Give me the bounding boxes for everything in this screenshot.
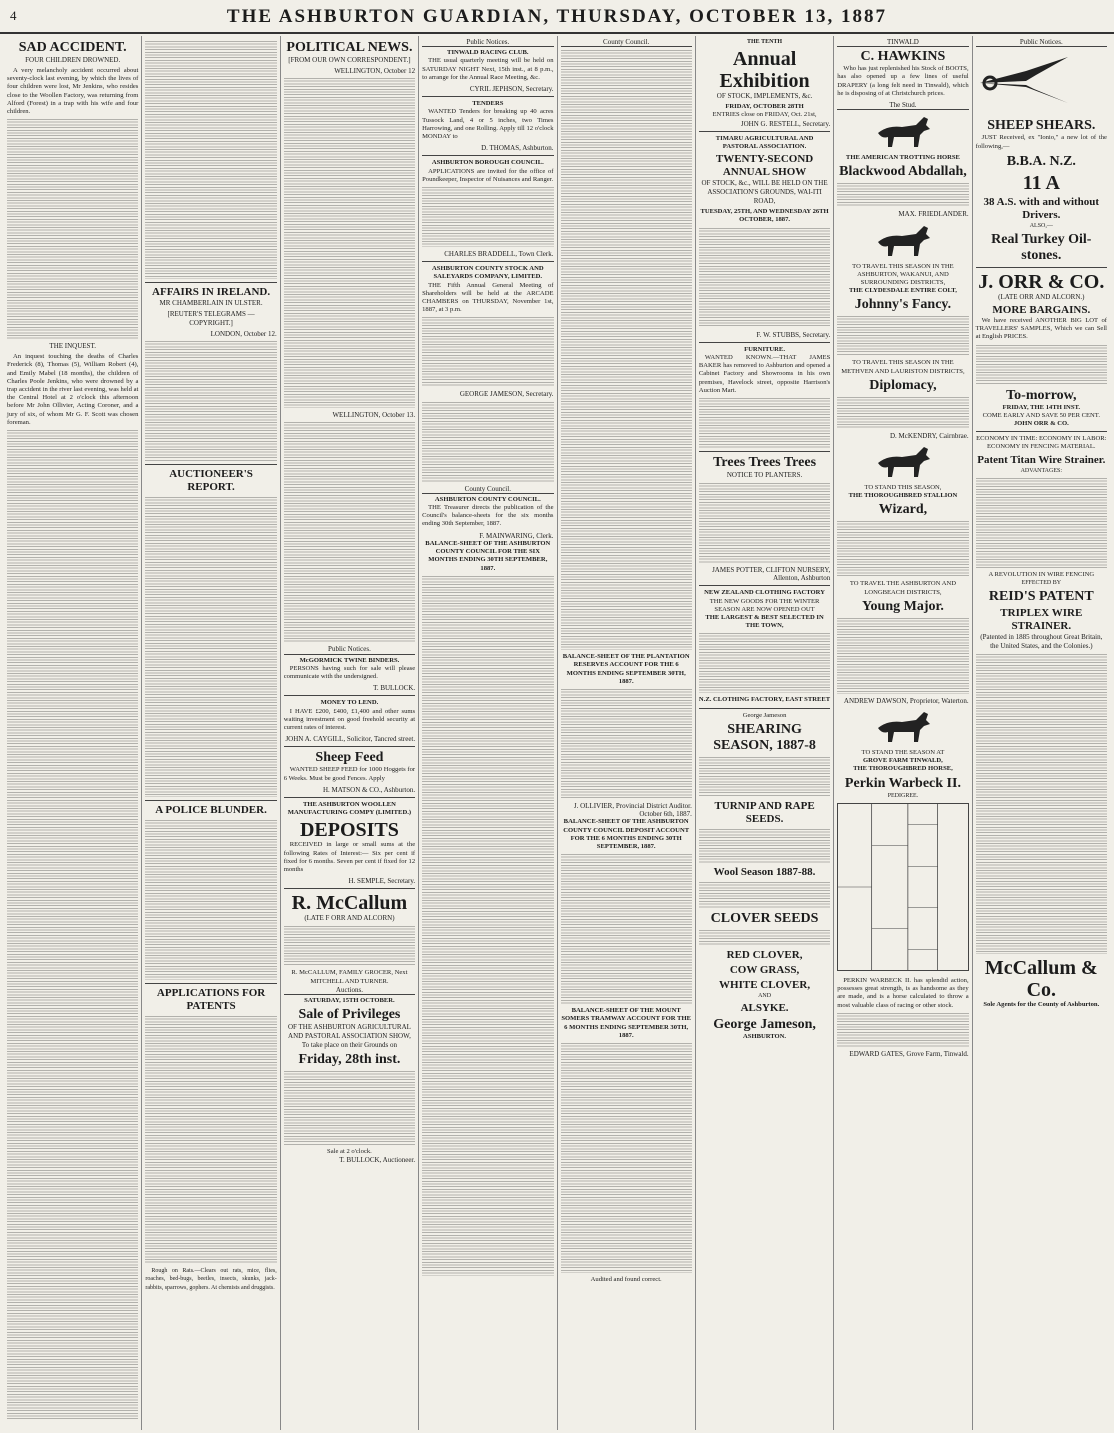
accident-continued-text [145, 41, 276, 279]
wool-text [699, 882, 830, 908]
friday-28th-heading: Friday, 28th inst. [298, 1052, 401, 1068]
stock-company-text: THE Fifth Annual General Meeting of Shareholders will be held at the ARCADE CHAMBERS on THURSDAY, November 1st, 1887, at 3 p.m. [422, 281, 554, 314]
george-jameson-label: George Jameson [742, 711, 787, 719]
stand-season-notice: TO STAND THE SEASON AT [861, 749, 945, 757]
nz-clothing-heading: NEW ZEALAND CLOTHING FACTORY [704, 589, 825, 597]
county-council-heading: ASHBURTON COUNTY COUNCIL. [434, 495, 541, 503]
audited-note: Audited and found correct. [590, 1276, 662, 1284]
column-1 [4, 36, 142, 1430]
matson-signature: H. MATSON & CO., Ashburton. [322, 785, 416, 794]
twenty-second-show-subheading: OF STOCK, &c., WILL BE HELD ON THE ASSOCIATION'S GROUNDS, WAI-ITI ROAD, [701, 179, 828, 206]
blackwood-heading: Blackwood Abdallah, [839, 164, 967, 180]
annual-exhibition-subheading: OF STOCK, IMPLEMENTS, &c. [716, 92, 813, 101]
entries-close: ENTRIES close on FRIDAY, Oct. 21st, [712, 111, 817, 119]
accident-intro: A very melancholy accident occurred about seventy-clock last evening, by which the lives of four children were lost, Mr Jenkins, who resides close to the Woollen Factory, was returning from Alford (Forest) in a trap with his wife and four children. [7, 67, 139, 116]
semple-signature: H. SEMPLE, Secretary. [348, 877, 416, 886]
george-jameson-town: ASHBURTON. [743, 1033, 787, 1041]
just-received-text: JUST Received, ex "Ionio," a new lot of the following,— [975, 134, 1107, 150]
patents-text [145, 1016, 276, 1264]
affairs-body-text [145, 341, 276, 461]
triplex-heading: TRIPLEX WIRE STRAINER. [1000, 607, 1083, 633]
travel-notice-1: TO TRAVEL THIS SEASON IN THE ASHBURTON, WAKANUI, AND SURROUNDING DISTRICTS, [852, 262, 954, 287]
also-label: ALSO,— [1029, 222, 1053, 229]
alsyke: ALSYKE. [740, 1002, 789, 1015]
masthead [0, 2, 1114, 34]
more-bargains-heading: MORE BARGAINS. [992, 304, 1091, 317]
county-council-label: County Council. [561, 38, 692, 47]
privileges-heading: Sale of Privileges [298, 1007, 401, 1023]
white-clover: WHITE CLOVER, [719, 978, 811, 991]
advantages-text [976, 478, 1107, 568]
political-news-heading: POLITICAL NEWS. [286, 40, 413, 55]
deposit-account-table [561, 854, 692, 1004]
sizes-label: 38 A.S. with and without Drivers. [983, 195, 1100, 221]
trees-heading: Trees Trees Trees [713, 455, 817, 471]
mainwaring-signature: F. MAINWARING, Clerk. [479, 531, 554, 540]
privileges-subheading: OF THE ASHBURTON AGRICULTURAL AND PASTORAL ASSOCIATION SHOW, To take place on their Grounds on [287, 1023, 411, 1050]
sheep-feed-heading: Sheep Feed [315, 750, 384, 766]
triplex-text [976, 654, 1107, 954]
accident-body-text [7, 119, 138, 339]
saturday-date: SATURDAY, 15TH OCTOBER. [304, 997, 395, 1005]
sole-agents-label: Sole Agents for the County of Ashburton. [983, 1001, 1100, 1009]
young-major-heading: Young Major. [861, 598, 944, 614]
balance-sheet-table [422, 576, 553, 1276]
column-6 [696, 36, 834, 1430]
clydesdale-heading: THE CLYDESDALE ENTIRE COLT, [849, 287, 957, 295]
auctioneer-report-heading: AUCTIONEER'S REPORT. [169, 468, 253, 494]
jameson-signature: GEORGE JAMESON, Secretary. [459, 390, 554, 399]
mcgormick-heading: McGORMICK TWINE BINDERS. [299, 656, 400, 664]
perkin-warbeck-body [837, 1013, 968, 1047]
mccallum-subheading: (LATE F ORR AND ALCORN) [304, 914, 395, 923]
balance-sheet-continued [561, 50, 692, 650]
j-orr-subheading: (LATE ORR AND ALCORN.) [998, 293, 1085, 302]
column-8 [973, 36, 1110, 1430]
exhibition-tenth: THE TENTH [747, 39, 783, 45]
stubbs-signature: F. W. STUBBS, Secretary. [756, 330, 831, 339]
plantation-heading: BALANCE-SHEET OF THE PLANTATION RESERVES ACCOUNT FOR THE 6 MONTHS ENDING SEPTEMBER 30TH, 1887. [562, 653, 690, 685]
gates-signature: EDWARD GATES, Grove Farm, Tinwald. [849, 1049, 969, 1058]
pedigree-label: PEDIGREE. [887, 792, 919, 799]
column-2 [142, 36, 280, 1430]
plantation-table [561, 689, 692, 799]
political-news-subheading: [FROM OUR OWN CORRESPONDENT.] [288, 56, 411, 64]
cow-grass: COW GRASS, [729, 963, 800, 976]
horse-icon [868, 222, 938, 260]
sad-accident-subheading: FOUR CHILDREN DROWNED. [25, 56, 121, 64]
johnnys-fancy-heading: Johnny's Fancy. [854, 297, 952, 313]
reids-patent-heading: REID'S PATENT [988, 589, 1094, 605]
county-council-label: County Council. [422, 485, 553, 494]
tramway-table [561, 1043, 692, 1273]
clover-seeds-heading: CLOVER SEEDS [710, 910, 819, 926]
twenty-second-show-date: TUESDAY, 25TH, AND WEDNESDAY 26TH OCTOBER, 1887. [700, 208, 829, 224]
public-notices-label: Public Notices. [284, 645, 415, 654]
county-council-text: THE Treasurer directs the publication of the Council's balance-sheets for the six months ending 30th September, 1887. [422, 504, 554, 528]
john-orr-signature: JOHN ORR & CO. [1013, 420, 1069, 428]
patented-note: (Patented in 1885 throughout Great Britain, the United States, and the Colonies.) [980, 633, 1103, 651]
privileges-text [284, 1071, 415, 1145]
friedlander-signature: MAX. FRIEDLANDER. [898, 210, 969, 219]
public-notices-label: Public Notices. [976, 38, 1107, 47]
tenders-text: WANTED Tenders for breaking up 40 acres Tussock Land, 4 or 5 inches, two Times Harrowing, and one Rolling. Apply till 12 o'clock MONDAY to [422, 108, 554, 141]
advantages-label: ADVANTAGES: [1020, 467, 1063, 474]
inquest-heading: THE INQUEST. [49, 342, 96, 351]
jephson-signature: CYRIL JEPHSON, Secretary. [469, 85, 554, 94]
borough-council-body [422, 187, 553, 247]
inquest-intro: An inquest touching the deaths of Charles Frederick (8), Thomas (5), William Robert (4), and Emily Mabel (18 months), the children of Charles Poole Jenkins, who were drowned by a trap accident in the river last evening, was held at the Central Hotel at 2 o'clock this afternoon before Mr John Ollivier, Acting Coroner, and a jury of six, of whom Mr G. F. Scott was chosen foreman. [7, 353, 139, 426]
nz-clothing-address: N.Z. CLOTHING FACTORY, EAST STREET [698, 696, 831, 704]
racing-club-heading: TINWALD RACING CLUB. [447, 49, 529, 57]
george-jameson-footer: George Jameson, [713, 1017, 816, 1033]
police-blunder-text [145, 820, 276, 980]
borough-council-heading: ASHBURTON BOROUGH COUNCIL. [431, 159, 544, 167]
auctions-label: Auctions. [284, 986, 415, 995]
trees-subheading: NOTICE TO PLANTERS. [726, 471, 803, 480]
wellington-dateline-1: WELLINGTON, October 12 [334, 67, 416, 75]
stock-company-heading: ASHBURTON COUNTY STOCK AND SALEYARDS COMPANY, LIMITED. [432, 265, 544, 281]
blackwood-text [837, 183, 968, 207]
column-7 [834, 36, 972, 1430]
come-early: COME EARLY AND SAVE 50 PER CENT. [982, 411, 1100, 419]
mcgormick-text: PERSONS having such for sale will please communicate with the undersigned. [283, 664, 416, 681]
turnip-text [699, 829, 830, 863]
horse-icon [868, 113, 938, 151]
revolution-label: A REVOLUTION IN WIRE FENCING [988, 570, 1095, 578]
public-notices-label: Public Notices. [422, 38, 553, 47]
clover-text [699, 930, 830, 946]
political-news-text-2 [284, 422, 415, 642]
horse-icon [868, 443, 938, 481]
grove-farm: GROVE FARM TINWALD, [863, 757, 943, 765]
j-orr-heading: J. ORR & CO. [978, 271, 1105, 294]
london-dateline: LONDON, October 12. [210, 330, 277, 338]
tenders-heading: TENDERS [472, 100, 504, 108]
affairs-subheading: MR CHAMBERLAIN IN ULSTER. [159, 299, 263, 307]
patents-heading: APPLICATIONS FOR PATENTS [156, 987, 266, 1013]
furniture-heading: FURNITURE. [744, 345, 785, 353]
newspaper-title: THE ASHBURTON GUARDIAN, THURSDAY, OCTOBER 13, 1887 [226, 6, 888, 27]
wellington-dateline-2: WELLINGTON, October 13. [332, 411, 416, 420]
largest-selection: THE LARGEST & BEST SELECTED IN THE TOWN, [705, 614, 824, 630]
mccallum-text [284, 926, 415, 966]
bargains-body [976, 345, 1107, 385]
shearing-season-heading: SHEARING SEASON, 1887-8 [713, 721, 816, 753]
auctioneer-report-text [145, 497, 276, 797]
hawkins-heading: C. HAWKINS [860, 49, 946, 65]
affairs-heading: AFFAIRS IN IRELAND. [152, 286, 271, 298]
and-label: AND [758, 992, 772, 999]
deposits-text: RECEIVED in large or small sums at the following Rates of Interest:— Six per cent if fixed for 6 months. Seven per cent if fixed for 12 months [283, 841, 416, 874]
deposits-heading: DEPOSITS [299, 819, 399, 842]
wizard-text [837, 521, 968, 577]
stand-notice: TO STAND THIS SEASON, [864, 484, 942, 492]
annual-exhibition-heading: Annual Exhibition [719, 48, 810, 93]
sheep-shears-heading: SHEEP SHEARS. [987, 118, 1096, 134]
timaru-text [699, 228, 830, 328]
travel-notice-2: TO TRAVEL THIS SEASON IN THE METHVEN AND LAURISTON DISTRICTS, [841, 359, 965, 375]
young-major-text [837, 618, 968, 694]
eleven-a-label: 11 A [1022, 171, 1060, 194]
sheep-feed-text: WANTED SHEEP FEED for 1000 Hoggets for 6 Weeks. Must be good Fences. Apply [283, 766, 416, 782]
inquest-body-text [7, 430, 138, 1420]
mckendry-signature: D. McKENDRY, Cairnbrae. [890, 431, 969, 440]
turkey-oilstones-heading: Real Turkey Oil-stones. [991, 232, 1092, 264]
thoroughbred-horse-label: THE THOROUGHBRED HORSE, [853, 765, 953, 773]
trees-text [699, 483, 830, 563]
tramway-heading: BALANCE-SHEET OF THE MOUNT SOMERS TRAMWAY ACCOUNT FOR THE 6 MONTHS ENDING SEPTEMBER 30TH, 1887. [561, 1007, 691, 1039]
new-goods-text: THE NEW GOODS FOR THE WINTER SEASON ARE NOW OPENED OUT [709, 597, 820, 613]
reuters-note: [REUTER'S TELEGRAMS — COPYRIGHT.] [167, 310, 255, 327]
rough-on-rats-ad: Rough on Rats.—Clears out rats, mice, flies, roaches, bed-bugs, beetles, insects, skunks, jack-rabbits, sparrows, gophers. At chemists and druggists. [145, 1268, 277, 1291]
travel-notice-3: TO TRAVEL THE ASHBURTON AND LONGBEACH DISTRICTS, [849, 580, 956, 596]
restell-signature: JOHN G. RESTELL, Secretary. [740, 119, 831, 128]
columns [4, 36, 1110, 1430]
thoroughbred-heading: THE THOROUGHBRED STALLION [848, 492, 958, 500]
balance-sheet-heading: BALANCE-SHEET OF THE ASHBURTON COUNTY COUNCIL FOR THE SIX MONTHS ENDING 30TH SEPTEMBER, 1887. [425, 539, 551, 572]
diplomacy-text [837, 397, 968, 429]
wool-season-heading: Wool Season 1887-88. [713, 865, 816, 878]
money-to-lend-text: I HAVE £200, £400, £1,400 and other sums waiting investment on good freehold security at current rates of interest. [283, 707, 416, 732]
friday-14th: FRIDAY, THE 14TH INST. [1002, 403, 1081, 411]
bullock-signature: T. BULLOCK. [373, 684, 416, 693]
sad-accident-heading: SAD ACCIDENT. [18, 40, 127, 55]
mccallum-address: R. McCALLUM, FAMILY GROCER, Next MITCHELL AND TURNER. [291, 969, 408, 985]
titan-heading: Patent Titan Wire Strainer. [977, 453, 1106, 466]
mccallum-heading: R. McCallum [291, 892, 408, 915]
shearing-text [699, 757, 830, 797]
bargains-text: We have received ANOTHER BIG LOT of TRAVELLERS' SAMPLES, Which we can Sell at English PRICES. [975, 317, 1107, 341]
hawkins-text: Who has just replenished his Stock of BOOTS, has also opened up a few lines of useful DRAPERY (a long felt need in Tinwald), which he is disposing of at Christchurch prices. [837, 65, 969, 97]
furniture-body [699, 398, 830, 448]
woollen-company-heading: THE ASHBURTON WOOLLEN MANUFACTURING COMPY (LIMITED.) [287, 801, 412, 817]
effected-by-label: EFFECTED BY [1021, 580, 1062, 587]
mccallum-co-heading: McCallum & Co. [984, 957, 1098, 1002]
sheep-shears-icon [976, 53, 1072, 109]
trotting-horse-heading: THE AMERICAN TROTTING HORSE [845, 154, 960, 162]
stud-label: The Stud. [837, 101, 968, 110]
tomorrow-heading: To-morrow, [1006, 387, 1077, 403]
perkin-warbeck-text: PERKIN WARBECK II. has splendid action, possesses great strength, is as handsome as they are made, and is a horse calculated to throw a most valuable class of racing or other stock. [837, 977, 969, 1009]
tinwald-label: TINWALD [837, 38, 968, 47]
timaru-heading: TIMARU AGRICULTURAL AND PASTORAL ASSOCIATION. [715, 134, 814, 151]
column-3 [281, 36, 419, 1430]
diplomacy-heading: Diplomacy, [869, 377, 937, 393]
thomas-signature: D. THOMAS, Ashburton. [481, 144, 554, 153]
red-clover: RED CLOVER, [726, 948, 803, 961]
column-4 [419, 36, 557, 1430]
column-5 [558, 36, 696, 1430]
johnnys-fancy-text [837, 316, 968, 356]
caygill-signature: JOHN A. CAYGILL, Solicitor, Tancred street. [285, 735, 416, 744]
pedigree-chart [837, 803, 968, 971]
furniture-text: WANTED KNOWN.—THAT JAMES BAKER has removed to Ashburton and opened a Cabinet Factory and Showrooms in his own premises, Havelock street, opposite Harrison's Auction Mart. [698, 354, 831, 394]
economy-label: ECONOMY IN TIME: ECONOMY IN LABOR: ECONOMY IN FENCING MATERIAL. [976, 435, 1107, 451]
potter-signature: JAMES POTTER, CLIFTON NURSERY, Allenton, Ashburton [712, 566, 831, 583]
twenty-second-show-heading: TWENTY-SECOND ANNUAL SHOW [715, 153, 814, 179]
deposit-account-heading: BALANCE-SHEET OF THE ASHBURTON COUNTY COUNCIL DEPOSIT ACCOUNT FOR THE 6 MONTHS ENDING 30TH SEPTEMBER, 1887. [563, 818, 690, 851]
extract-text [422, 402, 553, 482]
stock-company-body [422, 317, 553, 387]
political-news-text-1 [284, 78, 415, 408]
auctioneer-signature: T. BULLOCK, Auctioneer. [339, 1156, 416, 1165]
clothing-text [699, 633, 830, 693]
bba-nz-label: B.B.A. N.Z. [1006, 153, 1076, 169]
borough-council-text: APPLICATIONS are invited for the office of Poundkeeper, Inspector of Nuisances and Ranger. [422, 167, 554, 183]
horse-icon [868, 708, 938, 746]
money-to-lend-heading: MONEY TO LEND. [320, 699, 379, 707]
exhibition-date: FRIDAY, OCTOBER 28TH [725, 103, 804, 111]
wizard-heading: Wizard, [878, 502, 928, 518]
page-number: 4 [10, 8, 17, 23]
dawson-signature: ANDREW DAWSON, Proprietor, Waterton. [843, 696, 969, 705]
braddell-signature: CHARLES BRADDELL, Town Clerk. [444, 250, 554, 259]
auditor-signature: J. OLLIVIER, Provincial District Auditor. October 6th, 1887. [573, 802, 692, 819]
perkin-warbeck-heading: Perkin Warbeck II. [844, 775, 961, 791]
turnip-heading: TURNIP AND RAPE SEEDS. [714, 799, 815, 825]
police-blunder-heading: A POLICE BLUNDER. [155, 804, 267, 817]
sale-time: Sale at 2 o'clock. [327, 1148, 372, 1156]
racing-club-text: THE usual quarterly meeting will be held on SATURDAY NIGHT Next, 15th inst., at 8 p.m., to arrange for the Annual Race Meeting, &c. [422, 57, 554, 81]
